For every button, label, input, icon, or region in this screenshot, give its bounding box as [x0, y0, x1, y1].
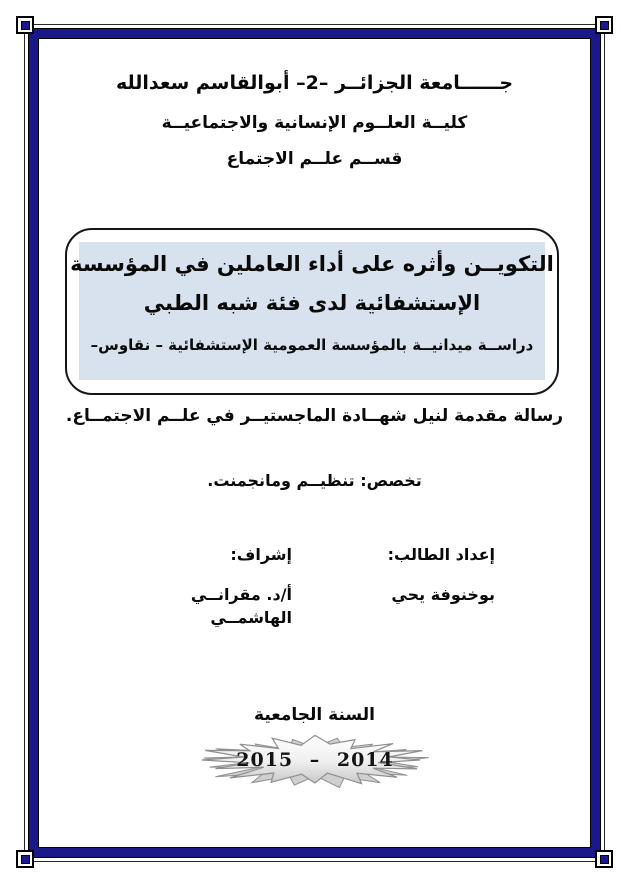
- supervision-label: إشراف:: [230, 545, 292, 564]
- border-corner-knot-core: [600, 21, 609, 30]
- university-name: جــــــامعة الجزائــر –2– أبوالقاسم سعدالله: [115, 72, 514, 94]
- academic-year-label: السنة الجامعية: [254, 705, 375, 725]
- thesis-title-box: [65, 228, 559, 395]
- border-corner-knot-bottom-right: [595, 850, 613, 868]
- border-corner-knot-bottom-left: [16, 850, 34, 868]
- border-corner-knot-core: [21, 21, 30, 30]
- thesis-title-line1: التكويــن وأثره على أداء العاملين في المؤسسة: [70, 252, 554, 276]
- border-corner-knot-core: [600, 855, 609, 864]
- prepared-by-label: إعداد الطالب:: [387, 545, 495, 564]
- student-block: [375, 543, 495, 606]
- department-name: قســم علــم الاجتماع: [226, 149, 403, 169]
- academic-year-value: 2015 – 2014: [236, 749, 394, 771]
- border-corner-knot-top-right: [595, 16, 613, 34]
- student-name: بوخنوفة يحي: [391, 585, 495, 604]
- specialization: تخصص: تنظيــم ومانجمنت.: [207, 471, 422, 490]
- degree-statement: رسالة مقدمة لنيل شهــادة الماجستيــر في علــم الاجتمــاع.: [65, 406, 564, 426]
- academic-year-seal: [196, 732, 434, 794]
- border-corner-knot-top-left: [16, 16, 34, 34]
- thesis-subtitle: دراســة ميدانيــة بالمؤسسة العمومية الإستشفائية – نقاوس–: [90, 336, 534, 354]
- thesis-title-line2: الإستشفائية لدى فئة شبه الطبي: [143, 291, 481, 315]
- faculty-name: كليــة العلــوم الإنسانية والاجتماعيــة: [161, 113, 468, 133]
- supervisor-block: [152, 543, 292, 629]
- border-corner-knot-core: [21, 855, 30, 864]
- supervisor-name: أ/د. مقرانــي الهاشمــي: [190, 585, 292, 627]
